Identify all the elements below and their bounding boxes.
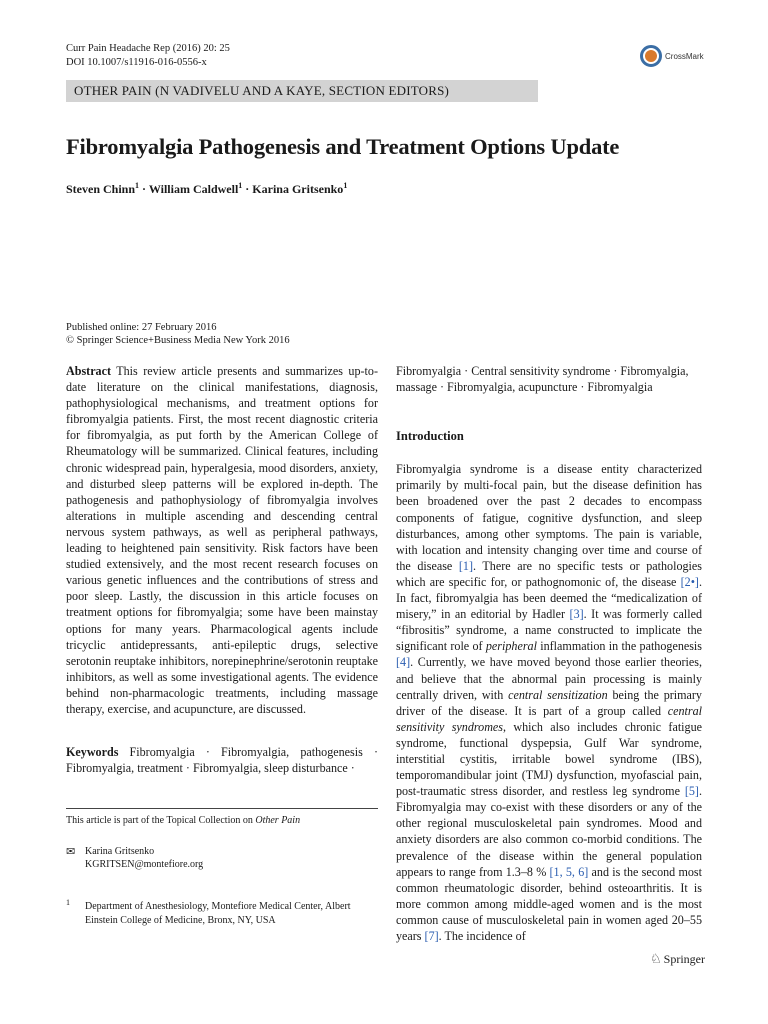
emphasis-text: peripheral [485,639,537,654]
abstract-text: This review article presents and summarizes up-to-date literature on the clinical manifestations, diagnosis, pathophysiological mechanisms, and treatment options for fibromyalgia patients. First, the most recent diagnostic criteria for fibromyalgia, as put forth by the American College of Rheumatology will be summarized. Clinical features, including chronic widespread pain, hyperalgesia, mood disorders, anxiety, and disturbed sleep patterns will be explored in-depth. The pathogenesis and pathophysiology of fibromyalgia involves alterations in multiple ascending and descending central nervous system pathways, as well as peripheral pathways, leading to heightened pain sensitivity. Risk factors have been studied extensively, and the most recent research focuses on various genetic influences and the contributions of stress and poor sleep. Lastly, the discussion in this article focuses on treatment options for fibromyalgia; some have been mainstay options for many years. Pharmacological agents include tricyclic antidepressants, anti-epileptic drugs, selective serotonin reuptake inhibitors, norepinephrine/serotonin reuptake inhibitors, as well as some investigational agents. The evidence behind non-pharmacologic treatments, including massage therapy, exercise, and acupuncture, are discussed. [66,364,378,716]
affiliation-number: 1 [66,898,70,907]
author-separator: · [139,182,149,196]
author-affiliation-marker: 1 [238,181,243,190]
citation-link[interactable]: [5] [684,784,699,799]
introduction-heading: Introduction [396,429,464,444]
citation-link[interactable]: [2•] [680,574,699,589]
published-date: Published online: 27 February 2016 [66,322,217,333]
article-title: Fibromyalgia Pathogenesis and Treatment Options Update [66,134,620,159]
author-name[interactable]: William Caldwell [148,182,239,196]
body-text: and is the second most common rheumatologic disorder, behind osteoarthritis. It is more common among middle-aged women and is the most common cause of musculoskeletal pain in women aged 20–55 years [396,864,702,943]
body-text: inflammation in the pathogenesis [536,639,703,654]
abstract-label: Abstract [66,364,112,378]
left-column [66,363,378,776]
abstract-section [66,363,378,717]
right-column [396,363,702,944]
emphasis-text: central sensitivity syndromes [396,703,702,734]
crossmark-icon [640,45,662,67]
body-text: . It was formerly called “fibrositis” syndrome, a name constructed to implicate the significant role of [396,607,702,654]
citation-link[interactable]: [1, 5, 6] [549,864,589,879]
section-header: OTHER PAIN (N VADIVELU AND A KAYE, SECTION EDITORS) [66,80,538,102]
author-name[interactable]: Steven Chinn [66,182,136,196]
publisher-logo [650,951,705,967]
citation-link[interactable]: [1] [458,558,474,573]
crossmark-label: CrossMark [665,51,704,61]
springer-horse-icon: ♘ [650,951,662,966]
copyright-notice: © Springer Science+Business Media New York 2016 [66,335,290,346]
introduction-body [396,461,702,944]
topical-collection-link[interactable]: Other Pain [255,815,301,826]
keywords-label: Keywords [66,745,119,760]
body-text: , which also includes chronic fatigue syndrome, functional dyspepsia, Gulf War syndrome, interstitial cystitis, irritable bowel syndrome (IBS), temporomandibular joint (TMJ) dysfunction, myofascial pain, post-traumatic stress disorder, and restless leg syndrome [396,719,703,799]
citation-link[interactable]: [7] [424,929,439,943]
citation-link[interactable]: [4] [396,655,411,670]
keywords-text: Fibromyalgia · Fibromyalgia, pathogenesis · Fibromyalgia, treatment · Fibromyalgia, sleep disturbance · [66,745,378,776]
body-text: Fibromyalgia syndrome is a disease entity characterized primarily by multi-focal pain, but the disease definition has been broadened over the past 2 decades to encompass components of fatigue, cognitive dysfunction, and sleep disturbances, among other symptoms. The pain is variable, with location and intensity changing over time and course of the disease [396,462,702,573]
publisher-name: Springer [663,951,705,966]
author-list [66,181,347,197]
affiliation-text: Department of Anesthesiology, Montefiore Medical Center, Albert Einstein College of Medicine, Bronx, NY, USA [85,901,351,926]
keywords-continued: Fibromyalgia · Central sensitivity syndrome · Fibromyalgia, massage · Fibromyalgia, acupuncture · Fibromyalgia [396,364,689,395]
crossmark-badge[interactable] [640,42,740,70]
body-text: . The incidence of [438,929,526,943]
emphasis-text: central sensitization [508,687,608,702]
topical-prefix: This article is part of the Topical Collection on [66,815,256,826]
body-text: . There are no specific tests or pathologies which are specific for, or pathognomonic of, the disease [396,558,702,589]
topical-collection-note [66,815,300,826]
doi-link[interactable]: DOI 10.1007/s11916-016-0556-x [66,57,207,68]
footnote-divider [66,808,378,809]
body-text: being the primary driver of the disease. It is part of a group called [396,687,702,718]
body-text: . In fact, fibromyalgia has been deemed the “medicalization of misery,” in an editorial by Hadler [396,574,702,622]
author-affiliation-marker: 1 [135,181,140,190]
envelope-icon: ✉ [66,846,76,858]
body-text: . Currently, we have moved beyond those earlier theories, and believe that the abnormal pain processing is mainly centrally driven, with [396,655,702,702]
author-separator: · [242,182,253,196]
contact-name: Karina Gritsenko [85,846,155,857]
journal-citation: Curr Pain Headache Rep (2016) 20: 25 [66,43,230,54]
author-name[interactable]: Karina Gritsenko [252,182,344,196]
contact-email-link[interactable]: KGRITSEN@montefiore.org [85,859,204,870]
body-text: . Fibromyalgia may co-exist with these disorders or any of the other regional musculoskeletal pain syndromes. Mood and anxiety disorders are also common co-morbid conditions. The prevalence of the disease within the general population appears to range from 1.3–8 % [396,784,702,879]
keywords-section [66,744,378,776]
author-affiliation-marker: 1 [343,181,348,190]
citation-link[interactable]: [3] [569,607,584,622]
